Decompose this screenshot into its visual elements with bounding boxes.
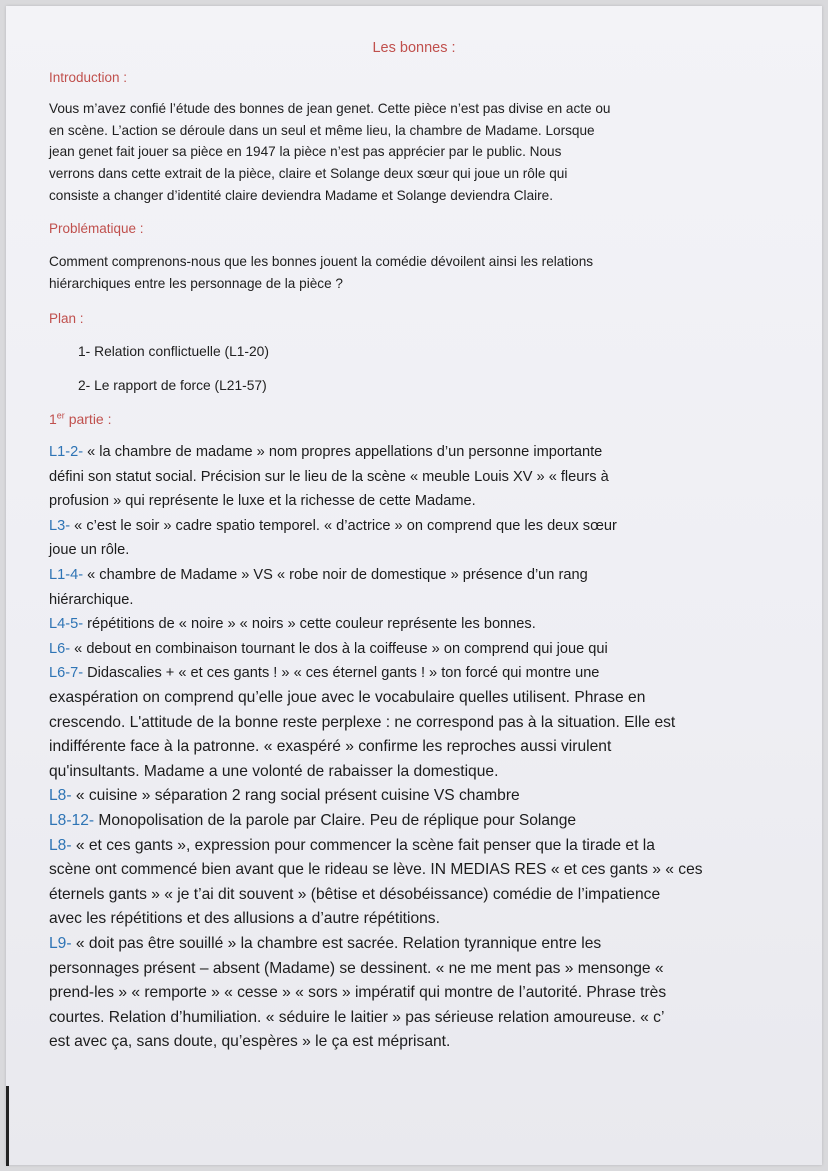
analysis-line (49, 538, 819, 563)
analysis-line (49, 1006, 819, 1031)
line-text: profusion » qui représente le luxe et la richesse de cette Madame. (49, 493, 476, 510)
line-text: « debout en combinaison tournant le dos à la coiffeuse » on comprend qui joue qui (70, 640, 608, 657)
analysis-line (49, 957, 819, 982)
line-text: prend-les » « remporte » « cesse » « sors » impératif qui montre de l’autorité. Phrase très (49, 984, 667, 1002)
analysis-line (49, 784, 819, 809)
line-text: scène ont commencé bien avant que le rideau se lève. IN MEDIAS RES « et ces gants » « ces (49, 861, 703, 879)
line-text: « c’est le soir » cadre spatio temporel. « d’actrice » on comprend que les deux sœur (70, 517, 617, 534)
document-page (6, 6, 822, 1165)
line-ref: L3- (49, 517, 71, 534)
text-line: en scène. L’action se déroule dans un seul et même lieu, la chambre de Madame. Lorsque (49, 122, 595, 138)
partie-superscript: er (56, 410, 65, 421)
page-title: Les bonnes : (372, 40, 456, 56)
analysis-line (49, 711, 819, 736)
analysis-line (49, 858, 819, 883)
partie-number: 1 (49, 411, 57, 427)
line-text: exaspération on comprend qu’elle joue avec le vocabulaire quelles utilisent. Phrase en (49, 689, 646, 706)
line-text: répétitions de « noire » « noirs » cette couleur représente les bonnes. (83, 616, 536, 633)
line-text: courtes. Relation d’humiliation. « séduire le laitier » pas sérieuse relation amoureuse. « c’ (49, 1008, 665, 1026)
analysis-section (49, 440, 819, 686)
analysis-line (49, 489, 819, 514)
analysis-line (49, 612, 819, 637)
analysis-line (49, 563, 819, 588)
analysis-line (49, 932, 819, 957)
text-line: verrons dans cette extrait de la pièce, claire et Solange deux sœur qui joue un rôle qui (49, 166, 568, 182)
line-text: Didascalies + « et ces gants ! » « ces éternel gants ! » ton forcé qui montre une (83, 665, 600, 682)
line-text: hiérarchique. (49, 591, 134, 608)
plan-item-2: 2- Le rapport de force (L21-57) (78, 378, 267, 393)
analysis-section-continued (49, 686, 819, 1055)
line-text: joue un rôle. (49, 542, 130, 559)
analysis-line (49, 809, 819, 834)
text-line: consiste a changer d’identité claire deviendra Madame et Solange deviendra Claire. (49, 187, 554, 203)
line-text: « la chambre de madame » nom propres appellations d’un personne importante (83, 444, 603, 460)
analysis-line (49, 465, 819, 490)
line-text: éternels gants » « je t’ai dit souvent » (bêtise et désobéissance) comédie de l’impatience (49, 885, 661, 903)
line-text: « et ces gants », expression pour commencer la scène fait penser que la tirade et la (71, 836, 655, 854)
text-line: jean genet fait jouer sa pièce en 1947 la pièce n’est pas apprécier par le public. Nous (49, 144, 562, 160)
line-text: Monopolisation de la parole par Claire. Peu de réplique pour Solange (94, 811, 577, 829)
analysis-line (49, 661, 819, 686)
line-ref: L6-7- (49, 665, 84, 682)
line-ref: L4-5- (49, 616, 84, 633)
line-text: « chambre de Madame » VS « robe noir de domestique » présence d’un rang (83, 566, 588, 583)
analysis-line (49, 883, 819, 908)
line-ref: L8- (49, 787, 72, 805)
line-ref: L1-2- (49, 444, 84, 460)
line-text: « doit pas être souillé » la chambre est sacrée. Relation tyrannique entre les (71, 934, 602, 952)
plan-item-1: 1- Relation conflictuelle (L1-20) (78, 344, 269, 359)
analysis-line (49, 637, 819, 662)
analysis-line (49, 760, 819, 785)
line-text: « cuisine » séparation 2 rang social présent cuisine VS chambre (71, 787, 520, 805)
line-text: est avec ça, sans doute, qu’espères » le ça est méprisant. (49, 1033, 451, 1051)
analysis-line (49, 440, 819, 465)
line-text: personnages présent – absent (Madame) se dessinent. « ne me ment pas » mensonge « (49, 959, 664, 977)
line-ref: L9- (49, 934, 72, 952)
analysis-line (49, 907, 819, 932)
plan-heading: Plan : (49, 311, 84, 326)
problematique-heading: Problématique : (49, 221, 144, 236)
line-text: avec les répétitions et des allusions a d’autre répétitions. (49, 910, 440, 928)
introduction-heading: Introduction : (49, 70, 128, 85)
analysis-line (49, 981, 819, 1006)
text-line: hiérarchiques entre les personnage de la pièce ? (49, 275, 343, 291)
line-ref: L8-12- (49, 811, 95, 829)
analysis-line (49, 686, 819, 711)
line-text: défini son statut social. Précision sur le lieu de la scène « meuble Louis XV » « fleurs à (49, 468, 609, 485)
analysis-line (49, 588, 819, 613)
line-text: indifférente face à la patronne. « exaspéré » confirme les reproches aussi virulent (49, 738, 612, 756)
partie-label: partie : (64, 411, 112, 427)
analysis-line (49, 1030, 819, 1055)
page-edge-mark (6, 1086, 9, 1166)
line-ref: L6- (49, 640, 71, 657)
problematique-paragraph (49, 251, 769, 294)
analysis-line (49, 834, 819, 859)
line-text: qu'insultants. Madame a une volonté de rabaisser la domestique. (49, 762, 499, 780)
analysis-line (49, 514, 819, 539)
line-ref: L1-4- (49, 566, 84, 583)
partie-heading (49, 411, 112, 427)
text-line: Comment comprenons-nous que les bonnes jouent la comédie dévoilent ainsi les relations (49, 254, 594, 269)
line-text: crescendo. L'attitude de la bonne reste perplexe : ne correspond pas à la situation. Elle est (49, 713, 676, 731)
line-ref: L8- (49, 836, 72, 854)
text-line: Vous m’avez confié l’étude des bonnes de jean genet. Cette pièce n’est pas divise en acte ou (49, 101, 611, 116)
analysis-line (49, 735, 819, 760)
introduction-paragraph (49, 98, 769, 207)
